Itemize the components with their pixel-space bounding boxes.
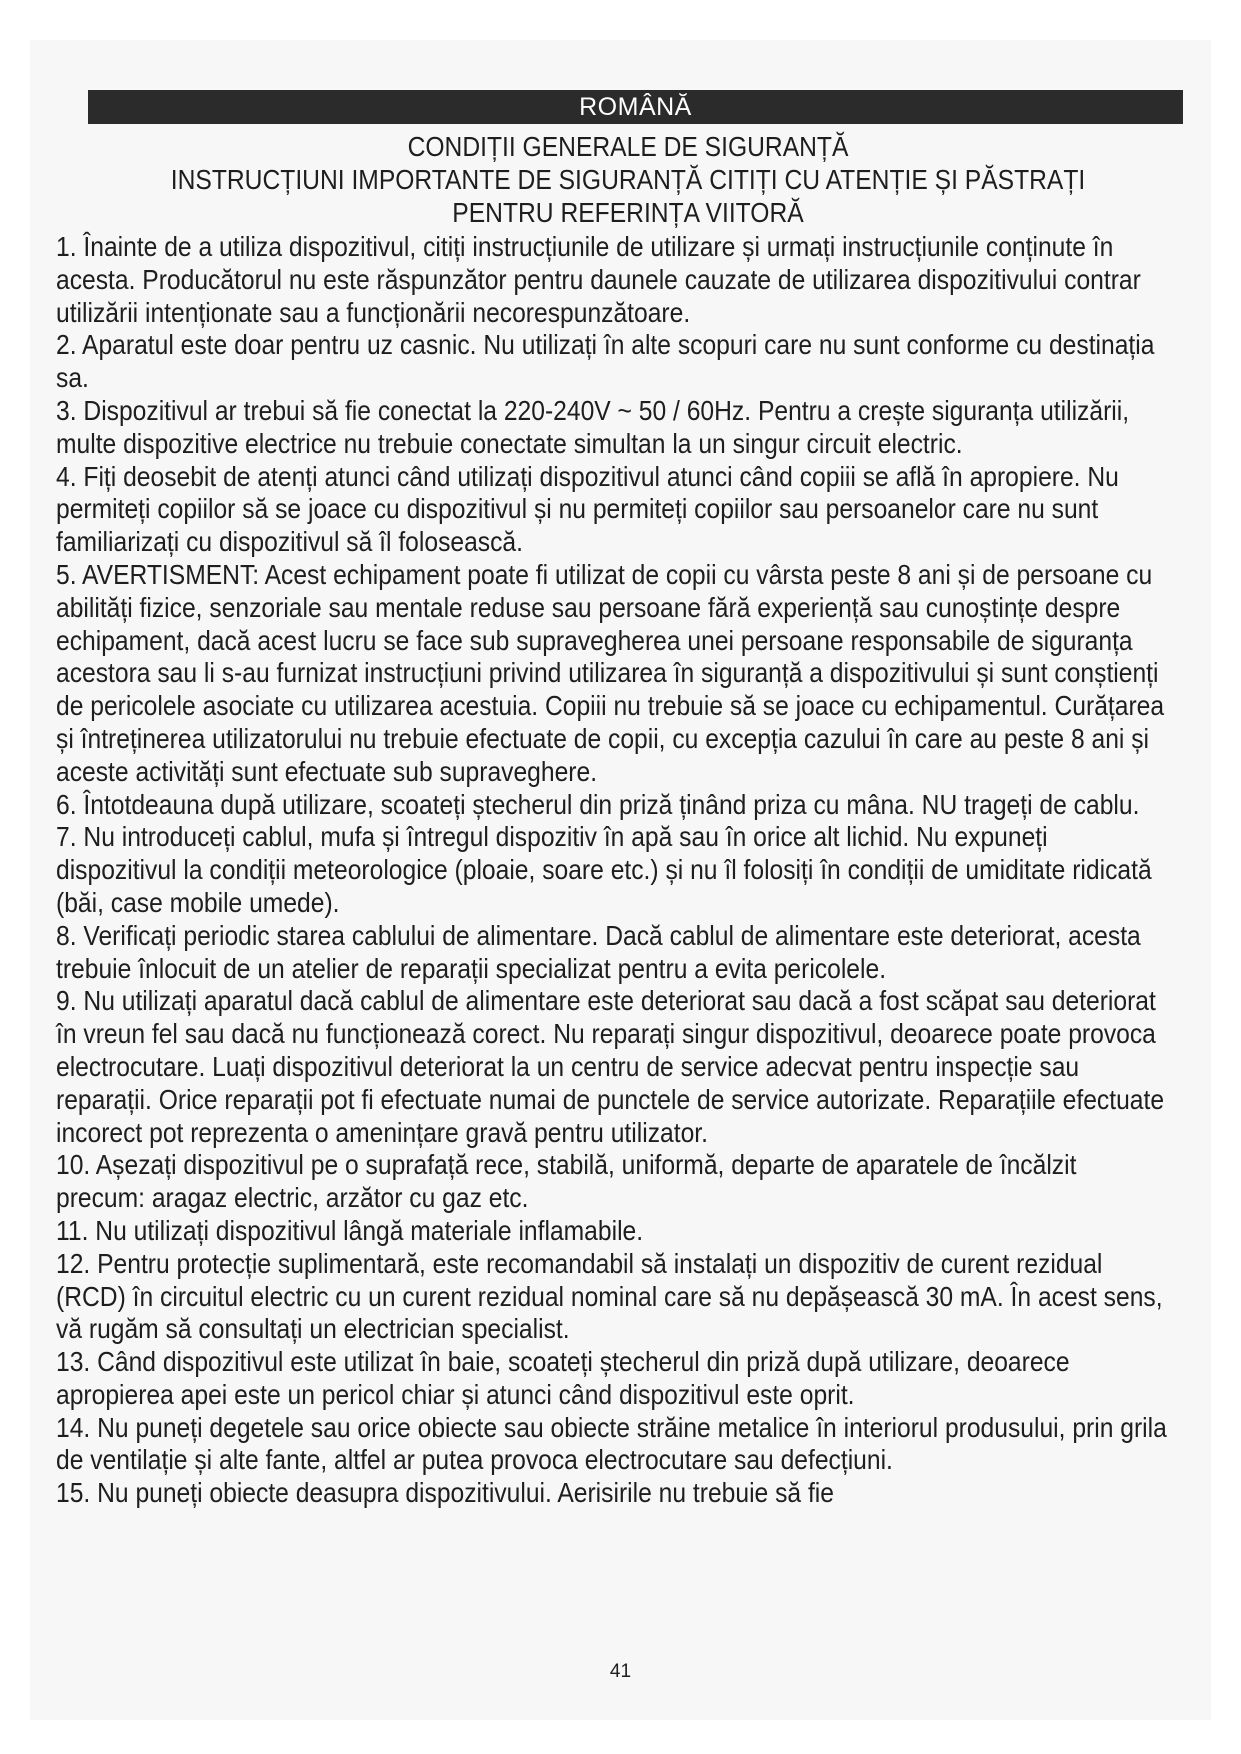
instruction-item-12: 12. Pentru protecție suplimentară, este recomandabil să instalați un dispozitiv de curent rezidual (RCD) în circuitul electric cu un curent rezidual nominal care să nu depășească 30 mA. În acest sens, vă rugăm să consultați un electrician specialist.: [56, 1247, 1163, 1345]
instruction-item-10: 10. Așezați dispozitivul pe o suprafață rece, stabilă, uniformă, departe de aparatele de încălzit precum: aragaz electric, arzător cu gaz etc.: [56, 1149, 1077, 1214]
section-title: CONDIȚII GENERALE DE SIGURANȚĂ: [407, 131, 849, 162]
instruction-item-14: 14. Nu puneți degetele sau orice obiecte sau obiecte străine metalice în interiorul produsului, prin grila de ventilație și alte fante, altfel ar putea provoca electrocutare sau defecțiuni.: [56, 1411, 1167, 1476]
instruction-item-7: 7. Nu introduceți cablul, mufa și întregul dispozitiv în apă sau în orice alt lichid. Nu expuneți dispozitivul la condiții meteorologice (ploaie, soare etc.) și nu îl folosiți în condiții de umiditate ridicată (băi, case mobile umede).: [56, 821, 1152, 918]
section-heading: [126, 130, 1129, 229]
instruction-item-1: 1. Înainte de a utiliza dispozitivul, citiți instrucțiunile de utilizare și urmați instrucțiunile conținute în acesta. Producătorul nu este răspunzător pentru daunele cauzate de utilizarea dispozitivului contrar utilizării intenționate sau a funcționării necorespunzătoare.: [56, 231, 1141, 328]
instruction-item-4: 4. Fiți deosebit de atenți atunci când utilizați dispozitivul atunci când copiii se află în apropiere. Nu permiteți copiilor să se joace cu dispozitivul și nu permiteți copiilor sau persoanelor care nu sunt familiarizați cu dispozitivul să îl folosească.: [56, 460, 1119, 558]
section-subtitle: INSTRUCȚIUNI IMPORTANTE DE SIGURANȚĂ CITIȚI CU ATENȚIE ȘI PĂSTRAȚI PENTRU REFERINȚA VIITORĂ: [170, 164, 1086, 228]
instruction-item-6: 6. Întotdeauna după utilizare, scoateți ștecherul din priză ținând priza cu mâna. NU trageți de cablu.: [56, 788, 1140, 820]
instruction-item-5: 5. AVERTISMENT: Acest echipament poate fi utilizat de copii cu vârsta peste 8 ani și de persoane cu abilități fizice, senzoriale sau mentale reduse sau persoane fără experiență sau cunoștințe despre echipament, dacă acest lucru se face sub supravegherea unei persoane responsabile de siguranța acestora sau li s-au furnizat instrucțiuni privind utilizarea în siguranță a dispozitivului și sunt conștienți de pericolele asociate cu utilizarea acestuia. Copiii nu trebuie să se joace cu echipamentul. Curățarea și întreținerea utilizatorului nu trebuie efectuate de copii, cu excepția cazului în care au peste 8 ani și aceste activități sunt efectuate sub supraveghere.: [56, 558, 1165, 787]
instruction-item-11: 11. Nu utilizați dispozitivul lângă materiale inflamabile.: [56, 1214, 644, 1246]
safety-instructions-list: [56, 231, 1168, 1510]
instruction-item-8: 8. Verificați periodic starea cablului de alimentare. Dacă cablul de alimentare este deteriorat, acesta trebuie înlocuit de un atelier de reparații specializat pentru a evita pericolele.: [56, 919, 1141, 984]
instruction-item-3: 3. Dispozitivul ar trebui să fie conectat la 220-240V ~ 50 / 60Hz. Pentru a crește siguranța utilizării, multe dispozitive electrice nu trebuie conectate simultan la un singur circuit electric.: [56, 394, 1130, 459]
instruction-item-9: 9. Nu utilizați aparatul dacă cablul de alimentare este deteriorat sau dacă a fost scăpat sau deteriorat în vreun fel sau dacă nu funcționează corect. Nu reparați singur dispozitivul, deoarece poate provoca electrocutare. Luați dispozitivul deteriorat la un centru de service adecvat pentru inspecție sau reparații. Orice reparații pot fi efectuate numai de punctele de service autorizate. Reparațiile efectuate incorect pot reprezenta o amenințare gravă pentru utilizator.: [56, 985, 1165, 1148]
page-number: 41: [609, 1661, 632, 1682]
instruction-item-15: 15. Nu puneți obiecte deasupra dispozitivului. Aerisirile nu trebuie să fie: [56, 1477, 834, 1509]
instruction-item-13: 13. Când dispozitivul este utilizat în baie, scoateți ștecherul din priză după utilizare, deoarece apropierea apei este un pericol chiar și atunci când dispozitivul este oprit.: [56, 1346, 1070, 1410]
instruction-item-2: 2. Aparatul este doar pentru uz casnic. Nu utilizați în alte scopuri care nu sunt conforme cu destinația sa.: [56, 329, 1155, 394]
language-header-bar: [88, 90, 1183, 124]
language-label: ROMÂNĂ: [579, 93, 692, 121]
